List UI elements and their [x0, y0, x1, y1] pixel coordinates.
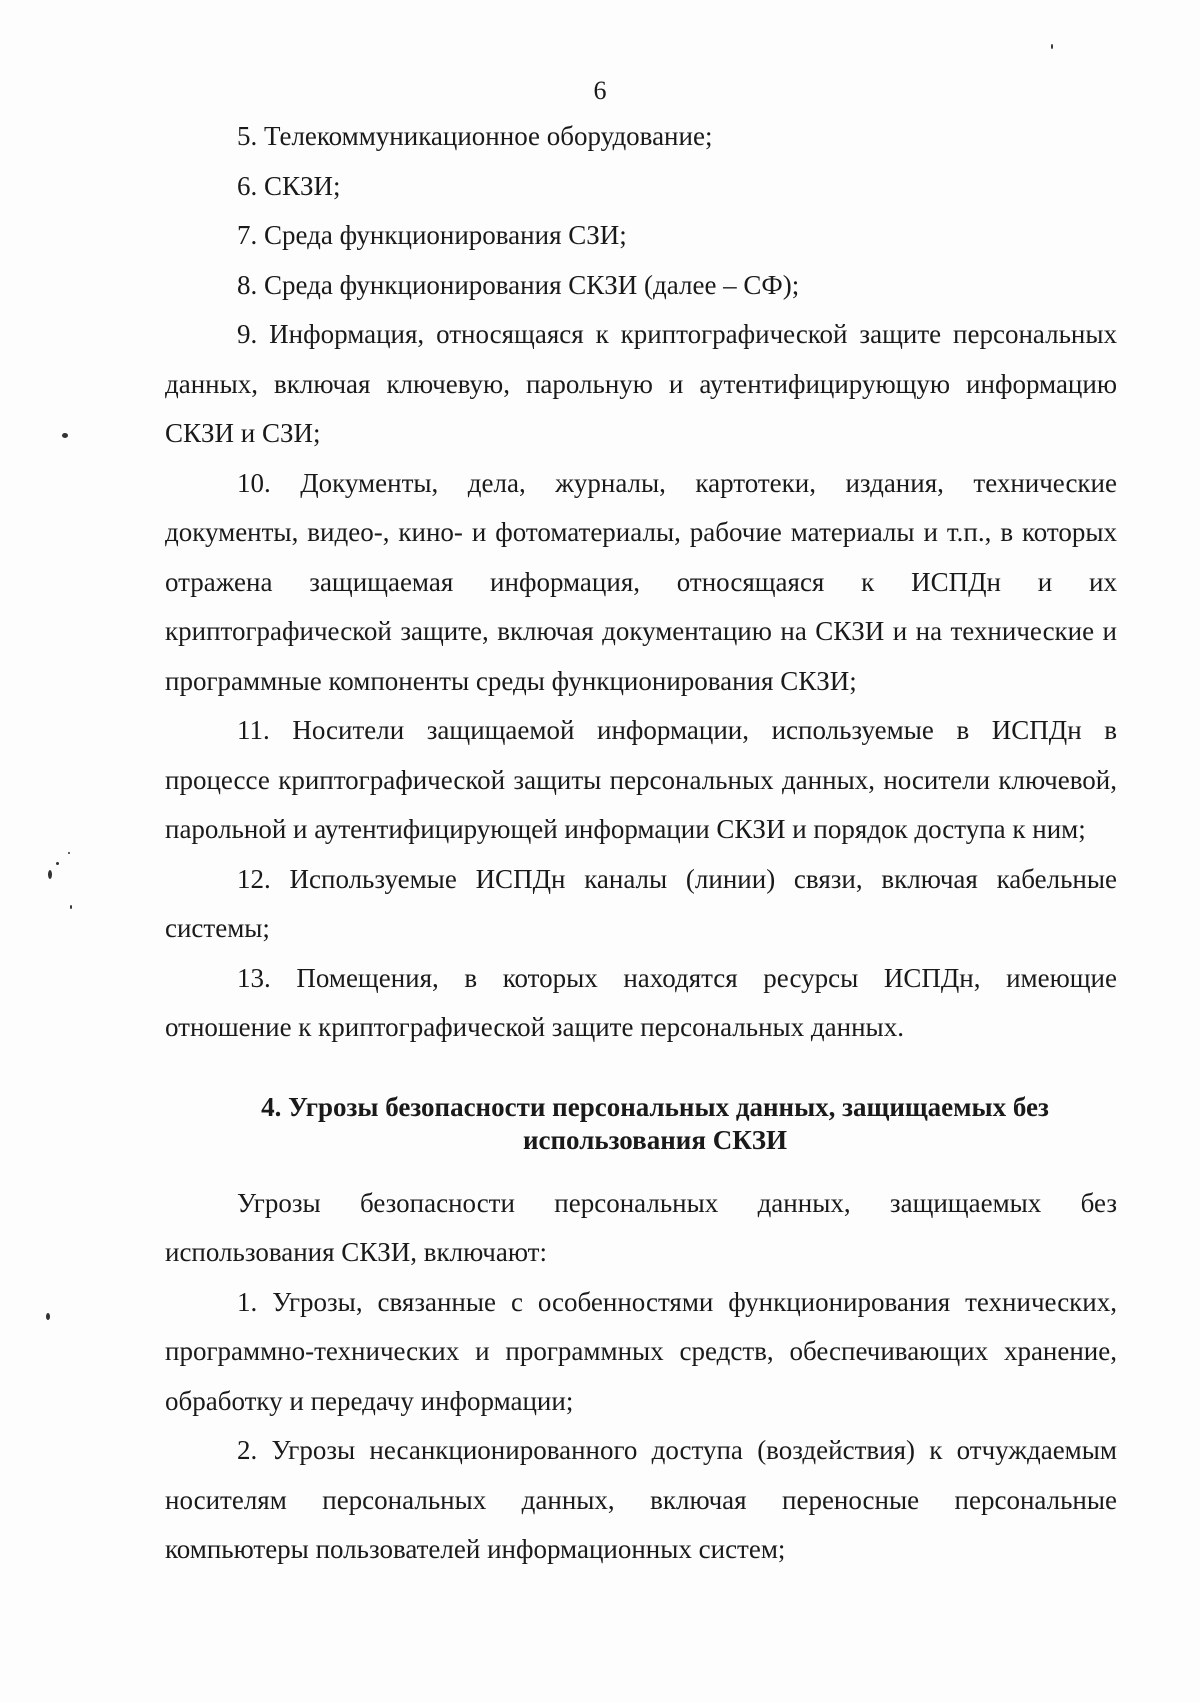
- list-item: 8. Среда функционирования СКЗИ (далее – СФ);: [237, 269, 800, 300]
- section-heading-line: использования СКЗИ: [522, 1124, 788, 1155]
- list-item: 10. Документы, дела, журналы, картотеки, издания, технические документы, видео-, кино- и фотоматериалы, рабочие материалы и т.п., в которых отражена защищаемая информация, относящаяся к ИСПДн и их криптографической защите, включая документацию на СКЗИ и на технические и программные компоненты среды функционирования СКЗИ;: [165, 467, 1117, 696]
- scan-speck: [48, 870, 52, 879]
- scan-speck: [68, 852, 70, 854]
- scan-speck: [62, 433, 68, 438]
- list-item: 5. Телекоммуникационное оборудование;: [237, 121, 713, 151]
- scan-speck: [46, 1313, 50, 1320]
- list-item: 13. Помещения, в которых находятся ресурсы ИСПДн, имеющие отношение к криптографической защите персональных данных.: [165, 962, 1117, 1042]
- section-item: 1. Угрозы, связанные с особенностями функционирования технических, программно-технических и программных средств, обеспечивающих хранение, обработку и передачу информации;: [165, 1286, 1117, 1416]
- scan-speck: [1051, 44, 1053, 49]
- section-heading: [165, 1091, 1117, 1157]
- list-item: 6. СКЗИ;: [237, 170, 341, 201]
- list-item: 11. Носители защищаемой информации, используемые в ИСПДн в процессе криптографической защиты персональных данных, носители ключевой, парольной и аутентифицирующей информации СКЗИ и порядок доступа к ним;: [165, 715, 1117, 844]
- page-content: [165, 112, 1117, 1575]
- list-item: 7. Среда функционирования СЗИ;: [237, 220, 627, 250]
- section-intro: Угрозы безопасности персональных данных, защищаемых без использования СКЗИ, включают:: [165, 1187, 1117, 1267]
- section-heading-line: 4. Угрозы безопасности персональных данных, защищаемых без: [261, 1091, 1049, 1122]
- page-number: 6: [593, 76, 607, 105]
- section-item: 2. Угрозы несанкционированного доступа (воздействия) к отчуждаемым носителям персональных данных, включая переносные персональные компьютеры пользователей информационных систем;: [165, 1435, 1117, 1564]
- scan-speck: [70, 905, 72, 909]
- scan-speck: [56, 862, 59, 865]
- list-item: 12. Используемые ИСПДн каналы (линии) связи, включая кабельные системы;: [165, 863, 1117, 943]
- list-item: 9. Информация, относящаяся к криптографической защите персональных данных, включая ключевую, парольную и аутентифицирующую информацию СКЗИ и СЗИ;: [165, 319, 1117, 448]
